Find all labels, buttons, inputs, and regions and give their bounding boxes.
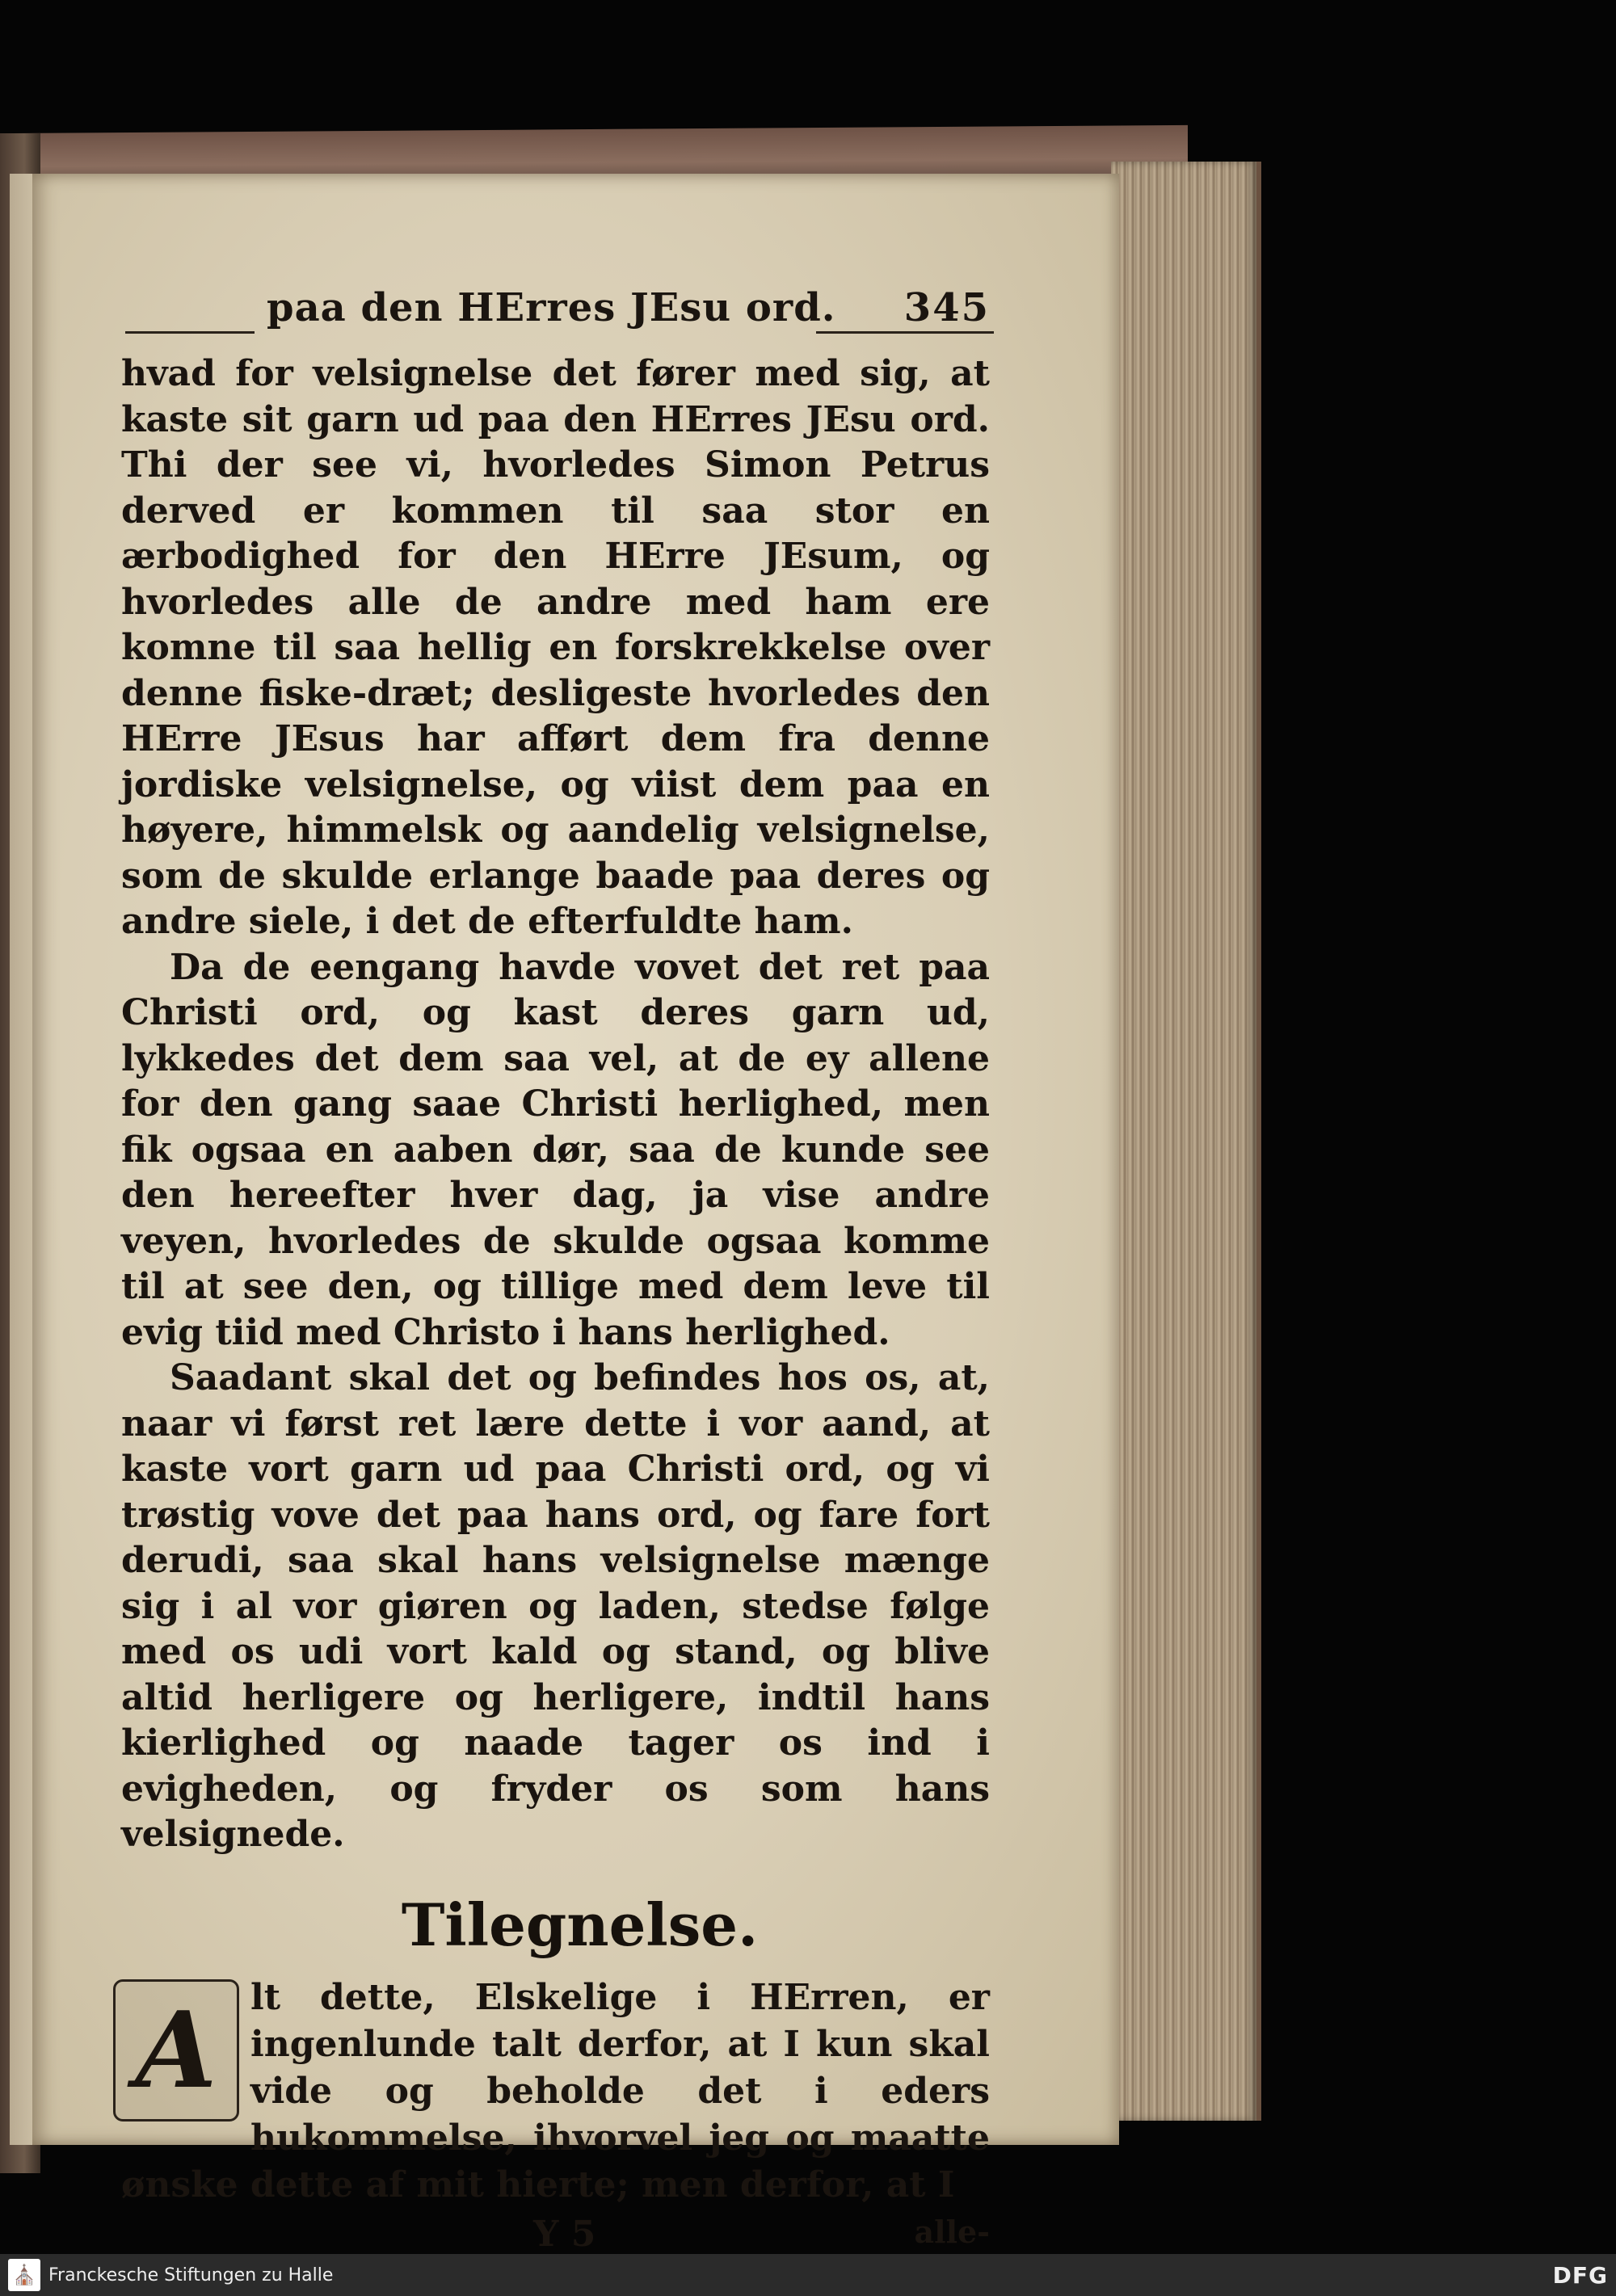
institution-name: Franckesche Stiftungen zu Halle — [48, 2265, 334, 2285]
paragraph-3: Saadant skal det og befindes hos os, at, naar vi først ret lære dette i vor aand, at kaste vort garn ud paa Christi ord, og vi trøstig vove det paa hans ord, og fare fort derudi, saa skal hans velsignelse mænge sig i al vor giøren og laden, stedse følge med os udi vort kald og stand, og blive altid herligere og herligere, indtil hans kierlighed og naade tager os ind i evigheden, og fryder os som hans velsignede. — [121, 1357, 990, 1855]
running-head-rule-left — [125, 331, 255, 334]
body-text — [121, 351, 990, 1858]
page-edges — [1111, 162, 1261, 2121]
catchword: alle- — [914, 2213, 990, 2250]
dfg-logo: DFG — [1552, 2262, 1608, 2289]
dedication-text: lt dette, Elskelige i HErren, er ingenlunde talt derfor, at I kun skal vide og beholde det i eders hukommelse, ihvorvel jeg og maatte ønske dette af mit hierte; men derfor, at I — [121, 1976, 990, 2206]
paragraph-2: Da de eengang havde vovet det ret paa Christi ord, og kast deres garn ud, lykkedes det dem saa vel, at de ey allene for den gang saae Christi herlighed, men fik ogsaa en aaben dør, saa de kunde see den hereefter hver dag, ja vise andre veyen, hvorledes de skulde ogsaa komme til at see den, og tillige med dem leve til evig tiid med Christo i hans herlighed. — [121, 946, 990, 1353]
running-head-title: paa den HErres JEsu ord. — [267, 285, 836, 330]
institution-logo-icon: ⛪ — [8, 2259, 40, 2291]
section-title: Tilegnelse. — [401, 1890, 759, 1959]
dedication — [121, 1974, 990, 2209]
running-head — [121, 279, 990, 343]
paragraph-1: hvad for velsignelse det fører med sig, at kaste sit garn ud paa den HErres JEsu ord. Thi der see vi, hvorledes Simon Petrus derved er kommen til saa stor en ærbodighed for den HErre JEsum, og hvorledes alle de andre med ham ere komne til saa hellig en forskrekkelse over denne fiske-dræt; desligeste hvorledes den HErre JEsus har afført dem fra denne jordiske velsignelse, og viist dem paa en høyere, himmelsk og aandelig velsignelse, som de skulde erlange baade paa deres og andre siele, i det de efterfuldte ham. — [121, 353, 990, 942]
page-number: 345 — [903, 285, 990, 330]
text-block — [121, 279, 990, 2262]
signature-mark: Y 5 — [533, 2213, 596, 2255]
running-head-rule-right — [816, 331, 994, 334]
viewer-bottom-bar — [0, 2254, 1616, 2296]
dropcap-initial: A — [113, 1979, 239, 2121]
